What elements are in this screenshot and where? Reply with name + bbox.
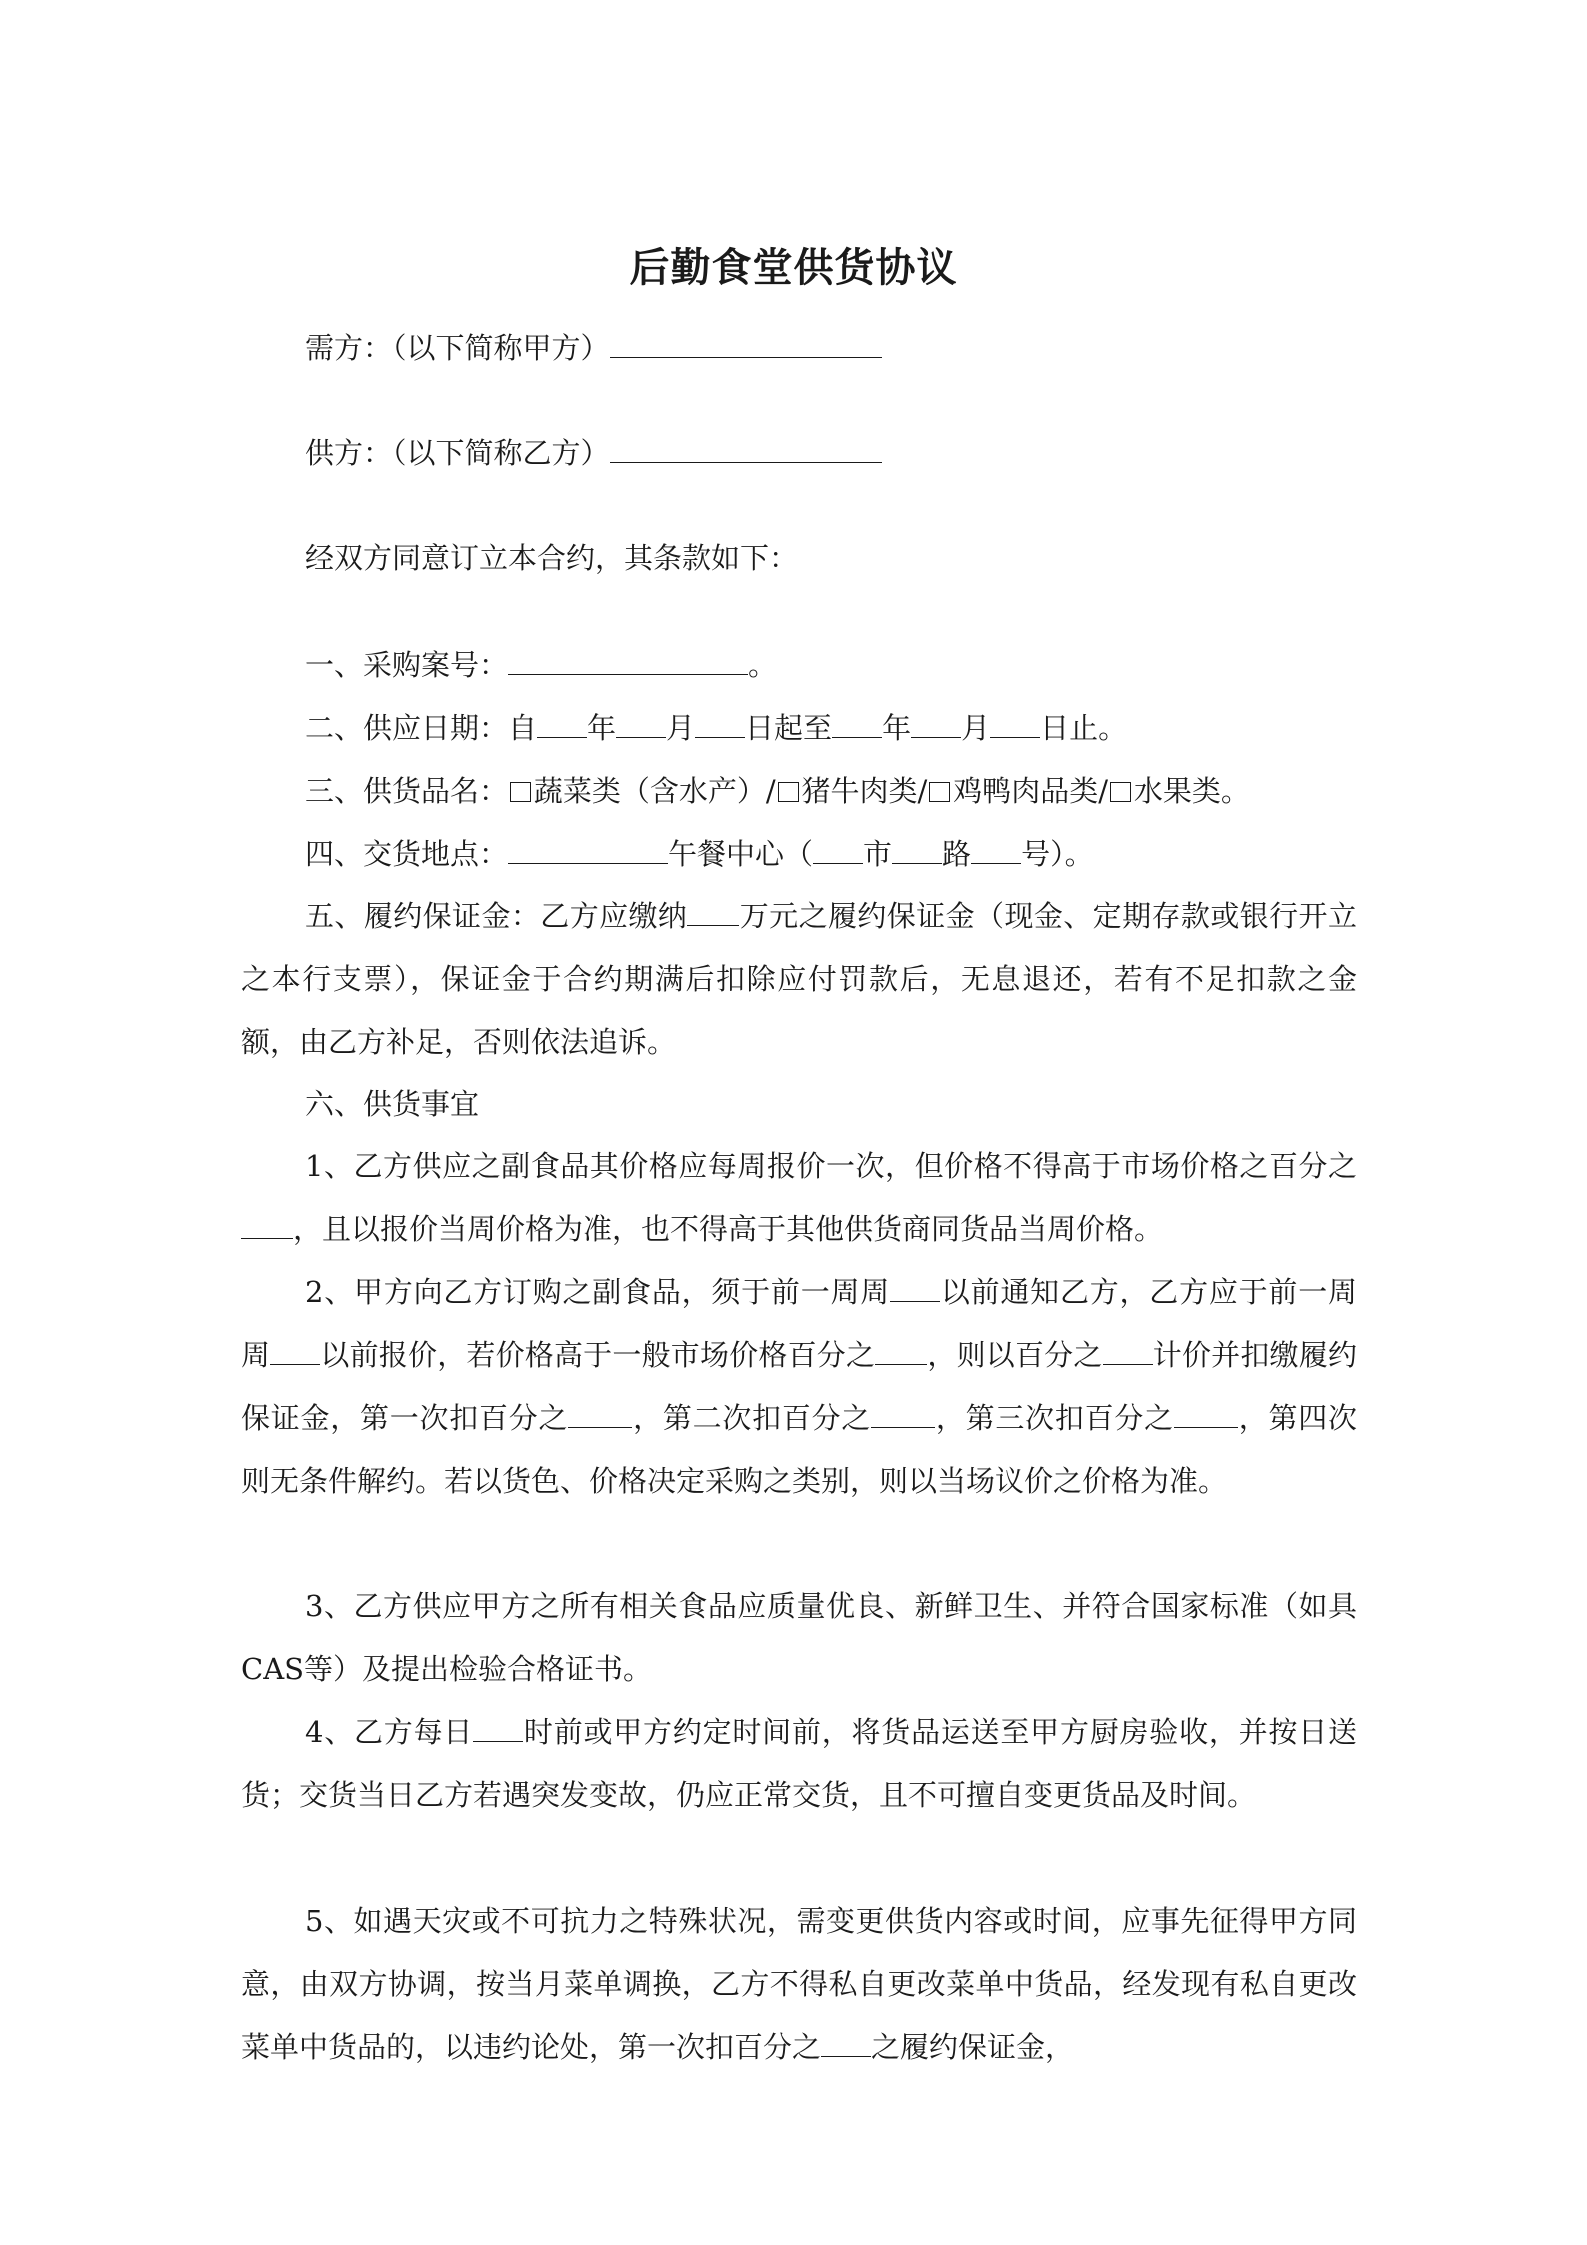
item-2-text-a: 2、甲方向乙方订购之副食品，须于前一周周 — [305, 1275, 891, 1309]
item-2-text-e: 计价并扣缴履约保证金，第一次扣百分之 — [241, 1338, 1357, 1435]
supply-party-blank — [610, 434, 882, 463]
item-5 — [241, 1890, 1357, 2079]
item-5-text-a: 5、如遇天灾或不可抗力之特殊状况，需变更供货内容或时间，应事先征得甲方同意，由双方协调，按当月菜单调换，乙方不得私自更改菜单中货品，经发现有私自更改菜单中货品的，以违约论处，第一次扣百分之 — [241, 1904, 1357, 2064]
item-1-text-a: 1、乙方供应之副食品其价格应每周报价一次，但价格不得高于市场价格之百分之 — [305, 1149, 1357, 1183]
month-text: 月 — [666, 711, 696, 745]
year-text: 年 — [587, 711, 617, 745]
third-deduction-blank — [1174, 1399, 1238, 1428]
city-text: 市 — [863, 837, 893, 871]
clause-2-label: 二、供应日期：自 — [305, 711, 538, 745]
clause-5-text: 万元之履约保证金（现金、定期存款或银行开立之本行支票），保证金于合约期满后扣除应付罚款后，无息退还，若有不足扣款之金额，由乙方补足，否则依法追诉。 — [241, 899, 1357, 1059]
item-2-text-f: ，第二次扣百分之 — [632, 1401, 872, 1435]
demand-party-label: 需方：（以下简称甲方） — [305, 331, 610, 365]
deposit-amount-blank — [687, 897, 739, 926]
clause-3 — [305, 771, 1250, 811]
checkbox-icon[interactable] — [510, 782, 531, 803]
quote-day-blank — [270, 1336, 320, 1365]
supply-party-line — [305, 433, 882, 473]
demand-party-line — [305, 328, 882, 368]
clause-4 — [305, 834, 1094, 874]
road-blank — [892, 835, 942, 864]
item-1-text-b: ，且以报价当周价格为准，也不得高于其他供货商同货品当周价格。 — [293, 1212, 1164, 1246]
item-2-text-c: 以前报价，若价格高于一般市场价格百分之 — [320, 1338, 876, 1372]
intro-line: 经双方同意订立本合约，其条款如下： — [305, 541, 799, 575]
price-percent-blank — [1103, 1336, 1153, 1365]
first-deduction-blank — [568, 1399, 632, 1428]
document-title: 后勤食堂供货协议 — [629, 244, 958, 291]
market-percent-blank — [875, 1336, 927, 1365]
city-blank — [813, 835, 863, 864]
clause-1 — [305, 645, 777, 685]
item-2 — [241, 1261, 1357, 1513]
item-4 — [241, 1701, 1357, 1827]
lunch-center-text: 午餐中心（ — [668, 837, 814, 871]
clause-5 — [241, 885, 1357, 1074]
year-text: 年 — [882, 711, 912, 745]
start-month-blank — [616, 709, 666, 738]
notify-day-blank — [890, 1273, 940, 1302]
demand-party-blank — [610, 329, 882, 358]
day-end-text: 日止。 — [1040, 711, 1128, 745]
item-3: 3、乙方供应甲方之所有相关食品应质量优良、新鲜卫生、并符合国家标准（如具CAS等）及提出检验合格证书。 — [241, 1589, 1357, 1686]
end-month-blank — [911, 709, 961, 738]
number-text: 号）。 — [1021, 837, 1094, 871]
second-deduction-blank — [871, 1399, 935, 1428]
option-vegetables: 蔬菜类（含水产）/ — [533, 774, 776, 808]
item-2-text-g: ，第三次扣百分之 — [935, 1401, 1174, 1435]
month-text: 月 — [961, 711, 991, 745]
start-day-blank — [695, 709, 745, 738]
option-poultry: 鸡鸭肉品类/ — [953, 774, 1108, 808]
number-blank — [971, 835, 1021, 864]
item-4-text-b: 时前或甲方约定时间前，将货品运送至甲方厨房验收，并按日送货；交货当日乙方若遇突发变故，仍应正常交货，且不可擅自变更货品及时间。 — [241, 1715, 1357, 1812]
item-1 — [241, 1135, 1357, 1261]
day-from-text: 日起至 — [745, 711, 833, 745]
violation-percent-blank — [821, 2028, 871, 2057]
end-day-blank — [990, 709, 1040, 738]
road-text: 路 — [942, 837, 972, 871]
item-2-text-h: ，第四次则无条件解约。若以货色、价格决定采购之类别，则以当场议价之价格为准。 — [241, 1401, 1357, 1498]
percent-blank — [241, 1210, 293, 1239]
checkbox-icon[interactable] — [1110, 782, 1131, 803]
clause-1-label: 一、采购案号： — [305, 648, 509, 682]
option-pork-beef: 猪牛肉类/ — [801, 774, 928, 808]
supply-party-label: 供方：（以下简称乙方） — [305, 436, 610, 470]
checkbox-icon[interactable] — [778, 782, 799, 803]
end-year-blank — [832, 709, 882, 738]
delivery-hour-blank — [473, 1713, 523, 1742]
item-5-text-b: 之履约保证金， — [871, 2030, 1075, 2064]
clause-1-end: 。 — [748, 648, 778, 682]
checkbox-icon[interactable] — [929, 782, 950, 803]
item-2-text-b: 以前通知乙方，乙方应于前一周周 — [241, 1275, 1357, 1372]
start-year-blank — [537, 709, 587, 738]
clause-2 — [305, 708, 1127, 748]
item-4-text-a: 4、乙方每日 — [305, 1715, 474, 1749]
option-fruit: 水果类。 — [1133, 774, 1250, 808]
clause-3-label: 三、供货品名： — [305, 774, 509, 808]
clause-5-label: 五、履约保证金：乙方应缴纳 — [305, 899, 688, 933]
case-number-blank — [508, 646, 748, 675]
item-2-text-d: ，则以百分之 — [927, 1338, 1103, 1372]
clause-4-label: 四、交货地点： — [305, 837, 509, 871]
location-blank — [508, 835, 668, 864]
clause-6-heading: 六、供货事宜 — [305, 1087, 480, 1121]
